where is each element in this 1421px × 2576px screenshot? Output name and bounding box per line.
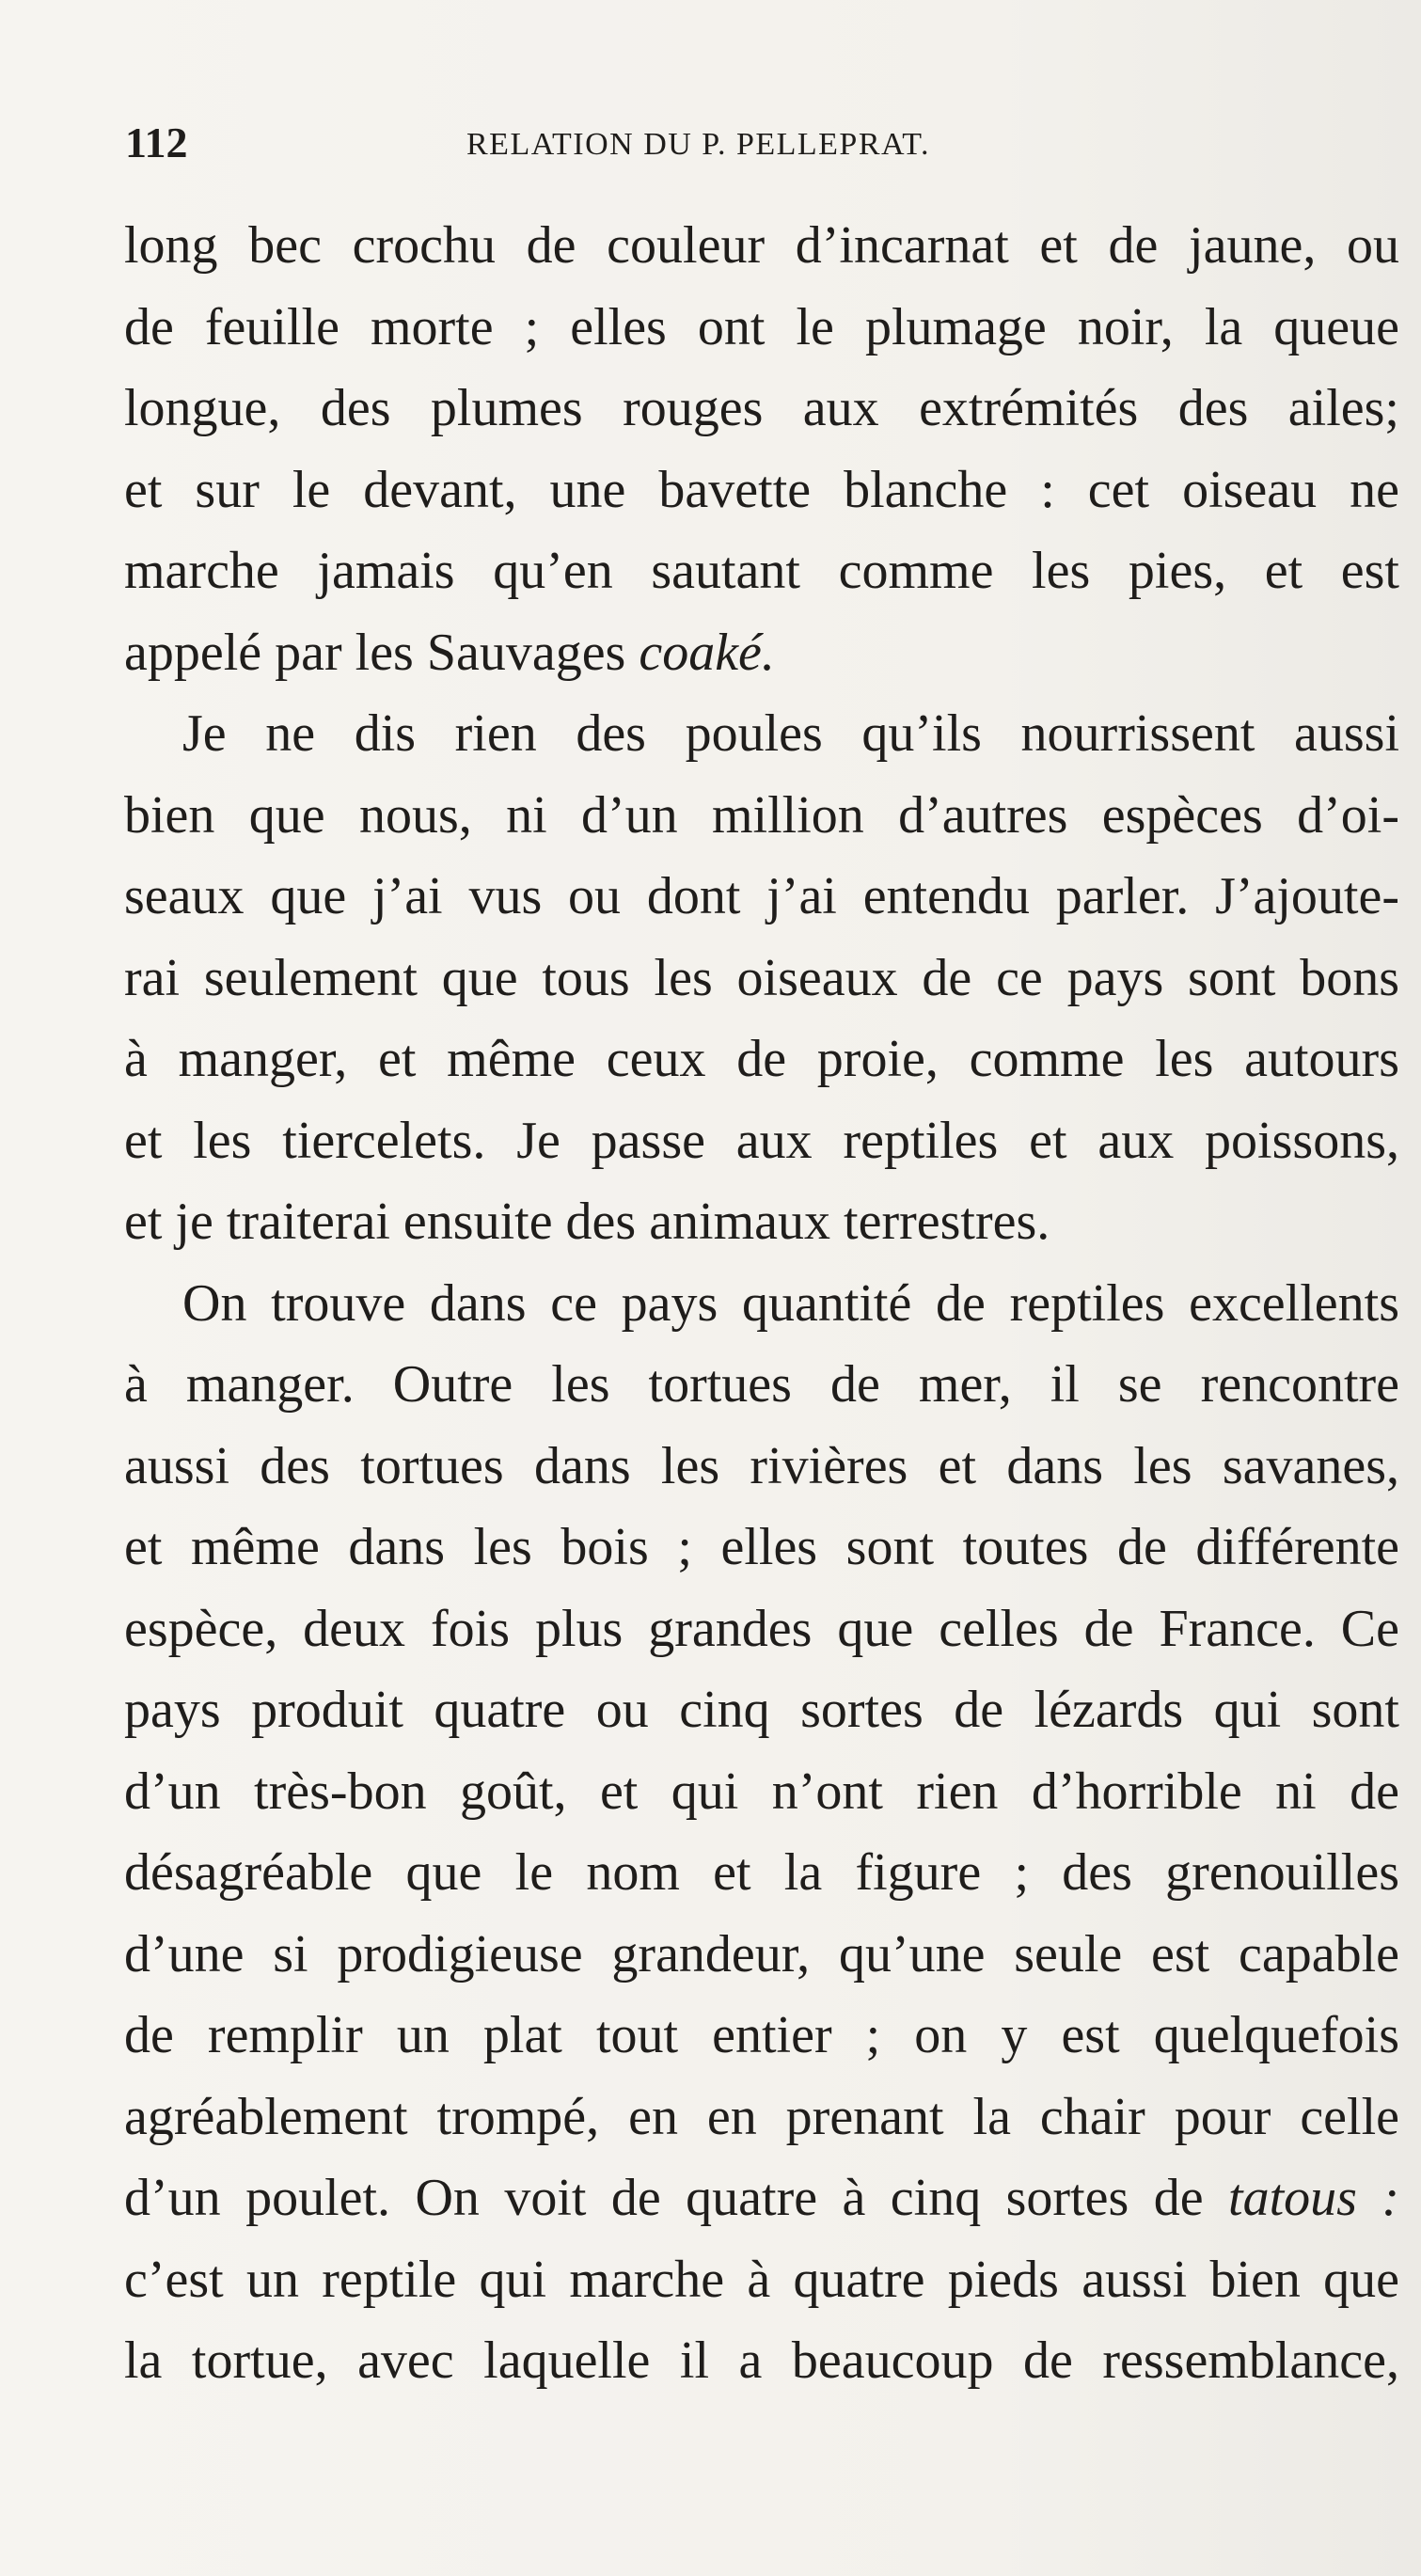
text-line: espèce, deux fois plus grandes que celles de France. Ce xyxy=(124,1599,1399,1658)
text-line: désagréable que le nom et la figure ; des grenouilles xyxy=(124,1843,1399,1902)
text-line: à manger, et même ceux de proie, comme les autours xyxy=(124,1030,1399,1088)
text-segment: d’un poulet. On voit de quatre à cinq sortes de xyxy=(124,2169,1204,2227)
text-line: aussi des tortues dans les rivières et dans les savanes, xyxy=(124,1436,1399,1495)
text-line: et les tiercelets. Je passe aux reptiles et aux poissons, xyxy=(124,1111,1399,1170)
text-line: On trouve dans ce pays quantité de reptiles excellents xyxy=(182,1273,1399,1333)
text-line: à manger. Outre les tortues de mer, il se rencontre xyxy=(124,1355,1399,1414)
italic-term-coake: coaké. xyxy=(639,623,775,682)
text-line: la tortue, avec laquelle il a beaucoup de ressemblance, xyxy=(124,2331,1399,2390)
text-line xyxy=(124,2157,1399,2239)
text-line: d’une si prodigieuse grandeur, qu’une seule est capable xyxy=(124,1924,1399,1983)
text-line: pays produit quatre ou cinq sortes de lézards qui sont xyxy=(124,1681,1399,1739)
text-line: rai seulement que tous les oiseaux de ce pays sont bons xyxy=(124,948,1399,1007)
page-number: 112 xyxy=(125,119,188,166)
text-line: marche jamais qu’en sautant comme les pies, et est xyxy=(124,542,1399,600)
running-title: RELATION DU P. PELLEPRAT. xyxy=(466,127,931,162)
text-line: seaux que j’ai vus ou dont j’ai entendu parler. J’ajoute- xyxy=(124,867,1399,925)
text-line: longue, des plumes rouges aux extrémités des ailes; xyxy=(124,379,1399,437)
text-line: et je traiterai ensuite des animaux terrestres. xyxy=(124,1193,1050,1251)
text-line: et même dans les bois ; elles sont toutes de différente xyxy=(124,1518,1399,1576)
text-line: d’un très-bon goût, et qui n’ont rien d’horrible ni de xyxy=(124,1762,1399,1821)
text-line: et sur le devant, une bavette blanche : cet oiseau ne xyxy=(124,460,1399,519)
text-line: c’est un reptile qui marche à quatre pieds aussi bien que xyxy=(124,2250,1399,2309)
text-segment: appelé par les Sauvages xyxy=(124,623,626,682)
italic-term-tatous: tatous : xyxy=(1228,2169,1400,2227)
text-line: de remplir un plat tout entier ; on y est quelquefois xyxy=(124,2006,1399,2064)
text-line: long bec crochu de couleur d’incarnat et de jaune, ou xyxy=(124,216,1399,275)
text-line xyxy=(124,612,1399,694)
text-line: agréablement trompé, en en prenant la chair pour celle xyxy=(124,2087,1399,2146)
text-line: Je ne dis rien des poules qu’ils nourrissent aussi xyxy=(182,704,1399,763)
body-text xyxy=(124,205,1399,2402)
text-line: bien que nous, ni d’un million d’autres espèces d’oi- xyxy=(124,785,1399,845)
text-line: de feuille morte ; elles ont le plumage noir, la queue xyxy=(124,297,1399,356)
